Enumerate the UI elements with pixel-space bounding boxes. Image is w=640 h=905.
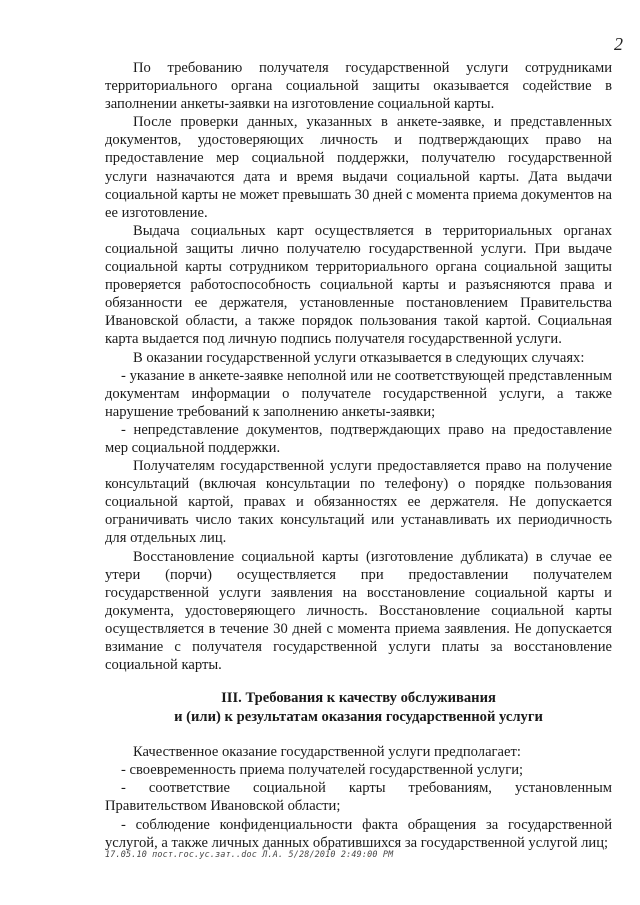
paragraph: После проверки данных, указанных в анкете-заявке, и представленных документов, удостоверяющих личность и подтверждающих право на предоставление мер социальной поддержки, получателю государственной услуги назначаются дата и время выдачи социальной карты. Дата выдачи социальной карты не может превышать 30 дней с момента приема документов на ее изготовление. [105,114,612,221]
section-heading-line-1: III. Требования к качеству обслуживания [221,690,496,707]
paragraph-group-bottom [105,743,612,852]
paragraph: По требованию получателя государственной услуги сотрудниками территориального органа социальной защиты оказывается содействие в заполнении анкеты-заявки на изготовление социальной карты. [105,60,612,113]
file-footer: 17.05.10 пост.гос.ус.зат..doc Л.А. 5/28/2010 2:49:00 PM [105,849,394,859]
list-item: - соблюдение конфиденциальности факта обращения за государственной услугой, а также личных данных обратившихся за государственной услугой лиц; [105,816,612,851]
list-item: - непредставление документов, подтверждающих право на предоставление мер социальной поддержки. [105,421,612,456]
list-item: - указание в анкете-заявке неполной или не соответствующей представленным документам информации о получателе государственной услуги, а также нарушение требований к заполнению анкеты-заявки; [105,367,612,420]
list-item: - соответствие социальной карты требованиям, установленным Правительством Ивановской области; [105,780,612,815]
paragraph: Получателям государственной услуги предоставляется право на получение консультаций (включая консультации по телефону) о порядке пользования социальной картой, правах и обязанностях ее держателя. Не допускается ограничивать число таких консультаций или устанавливать их периодичность для отдельных лиц. [105,458,612,547]
page-number: 2 [614,34,623,54]
section-heading-line-2: и (или) к результатам оказания государственной услуги [174,709,543,726]
paragraph: В оказании государственной услуги отказывается в следующих случаях: [133,349,585,366]
paragraph: Качественное оказание государственной услуги предполагает: [133,744,521,761]
list-item: - своевременность приема получателей государственной услуги; [121,762,524,779]
paragraph-group-top [105,59,612,674]
document-body [105,59,612,852]
paragraph: Выдача социальных карт осуществляется в территориальных органах социальной защиты лично получателю государственной услуги. При выдаче социальной карты сотрудником территориального органа социальной защиты проверяется работоспособность социальной карты и разъясняются права и обязанности ее держателя, установленные постановлением Правительства Ивановской области, а также порядок пользования такой картой. Социальная карта выдается под личную подпись получателя государственной услуги. [105,222,612,348]
paragraph: Восстановление социальной карты (изготовление дубликата) в случае ее утери (порчи) осуществляется при предоставлении получателем государственной услуги заявления на восстановление социальной карты и документа, удостоверяющего личность. Восстановление социальной карты осуществляется в течение 30 дней с момента приема заявления. Не допускается взимание с получателя государственной услуги платы за восстановление социальной карты. [105,548,612,674]
section-heading [105,689,612,727]
